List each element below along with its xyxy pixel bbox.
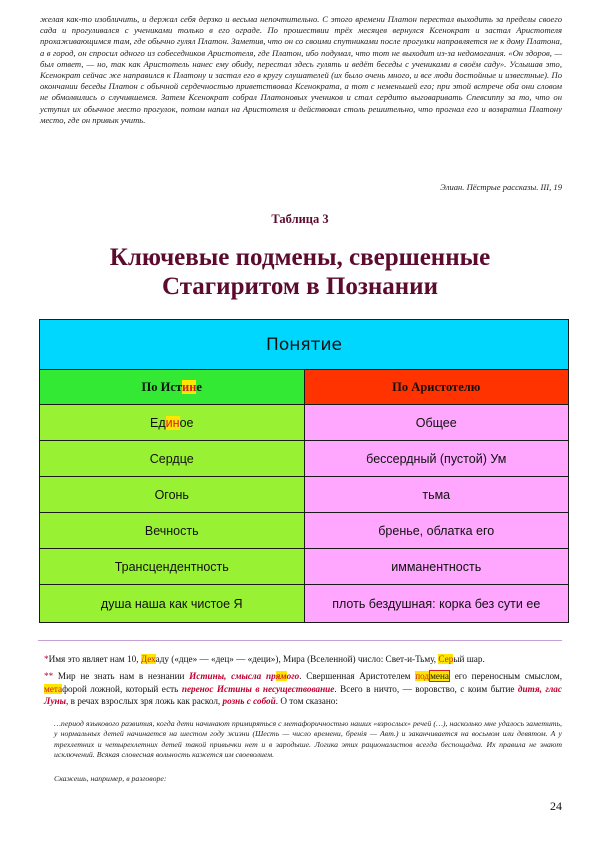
table-row xyxy=(40,585,569,623)
table-column-headers xyxy=(40,370,569,405)
title-line-2: Стагиритом в Познании xyxy=(162,273,438,300)
highlight: ям xyxy=(275,671,287,681)
cell-truth: душа наша как чистое Я xyxy=(40,585,305,623)
highlight: под xyxy=(415,671,430,681)
highlight: рем xyxy=(317,729,330,739)
highlight: ин xyxy=(182,379,197,394)
cell-truth: Вечность xyxy=(40,513,305,549)
concepts-table xyxy=(39,319,569,623)
cell-truth: Единое xyxy=(40,405,305,441)
column-header-aristotle: По Аристотелю xyxy=(304,370,569,405)
page-title xyxy=(0,243,600,301)
title-line-1: Ключевые подмены, свершенные xyxy=(109,244,491,271)
cell-truth: Огонь xyxy=(40,477,305,513)
highlight: ин xyxy=(165,415,180,430)
column-header-truth: По Истине xyxy=(40,370,305,405)
table-caption: Таблица 3 xyxy=(271,212,329,226)
cell-aristotle: имманентность xyxy=(304,549,569,585)
footnote-2: ** Мир не знать нам в незнании Истины, смысла прямого. Свершенная Аристотелем подмена его переносным смыслом, метафорой ложной, который есть перенос Истины в несуществование. Всего в ничто, — воровство, с коим бытие дитя, глас Луны, в речах взрослых зря ложь как раскол, рознь с собой. О том сказано: xyxy=(44,671,563,706)
table-row xyxy=(40,549,569,585)
table-header-row xyxy=(40,320,569,370)
table-row xyxy=(40,405,569,441)
page-number: 24 xyxy=(550,799,562,813)
footnote-divider xyxy=(38,640,562,641)
epigraph-quote: желая как-то изобличить, и держал себя дерзко и весьма непочтительно. С этого времени Платон перестал выходить за пределы своего сада и прогуливался с учениками только в его ограде. По прошествии трёх месяцев вернулся Ксенократ и застал Аристотеля прохаживающимся там, где обычно гулял Платон. Заметив, что он со своими спутниками после прогулки направляется не к дому Платона, а в город, он спросил одного из собеседников Аристотеля, где Платон, ибо подумал, что тот не выходит из-за недомогания. «Он здоров, — был ответ, — но, так как Аристотель нанес ему обиду, перестал здесь гулять и ведёт беседы с учениками в своём саду». Услышав это, Ксенократ сейчас же направился к Платону и застал его в кругу слушателей (их было очень много, и все люди достойные и известные). По окончании беседы Платон с обычной сердечностью приветствовал Ксенократа, а тот с неменьшей его; при этой встрече оба они словом не обмолвились о случившемся. Затем Ксенократ собрал Платоновых учеников и стал сердито выговаривать Спевсиппу за то, что он уступил их обычное место прогулок, потом напал на Аристотеля и действовал столь решительно, что прогнал его и возвратил Платону место, где он привык учить. xyxy=(40,14,562,125)
block-citation: …период языкового развития, когда дети начинают примиряться с метафоричностью наших «взрослых» речей (…), насколько мне удалось заметить, у нормальных детей начинается на шестом году жизни (Шесть — число времени, бренія — Авт.) и заканчивается на восьмом или девятом. А у трехлетних и четырехлетних детей такой привычки нет и в зародыше. Логика этих рационалистов всегда беспощадна. Их правила не знают исключений. Всякая словесная вольность кажется им своеволием. xyxy=(54,719,562,760)
closing-line: Скажешь, например, в разговоре: xyxy=(54,774,167,783)
table-row xyxy=(40,477,569,513)
highlight: мета xyxy=(44,683,63,694)
highlight: Дех xyxy=(140,654,156,664)
table-row xyxy=(40,441,569,477)
footnote-marker: * xyxy=(44,654,49,664)
footnote-1: *Имя это являет нам 10, Дехаду («дце» — «дец» — «деци»), Мира (Вселенной) число: Свет-и-Тьму, Серый шар. xyxy=(44,654,485,664)
table-row xyxy=(40,513,569,549)
cell-aristotle: Общее xyxy=(304,405,569,441)
quote-source: Элиан. Пёстрые рассказы. III, 19 xyxy=(440,182,562,192)
cell-aristotle: бессердный (пустой) Ум xyxy=(304,441,569,477)
cell-aristotle: тьма xyxy=(304,477,569,513)
highlight: мена xyxy=(430,671,449,681)
cell-aristotle: плоть бездушная: корка без сути ее xyxy=(304,585,569,623)
cell-truth: Сердце xyxy=(40,441,305,477)
cell-aristotle: бренье, облатка его xyxy=(304,513,569,549)
cell-truth: Трансцендентность xyxy=(40,549,305,585)
highlight: Сер xyxy=(438,654,454,664)
table-header: Понятие xyxy=(40,320,569,370)
footnote-marker: ** xyxy=(44,671,54,681)
